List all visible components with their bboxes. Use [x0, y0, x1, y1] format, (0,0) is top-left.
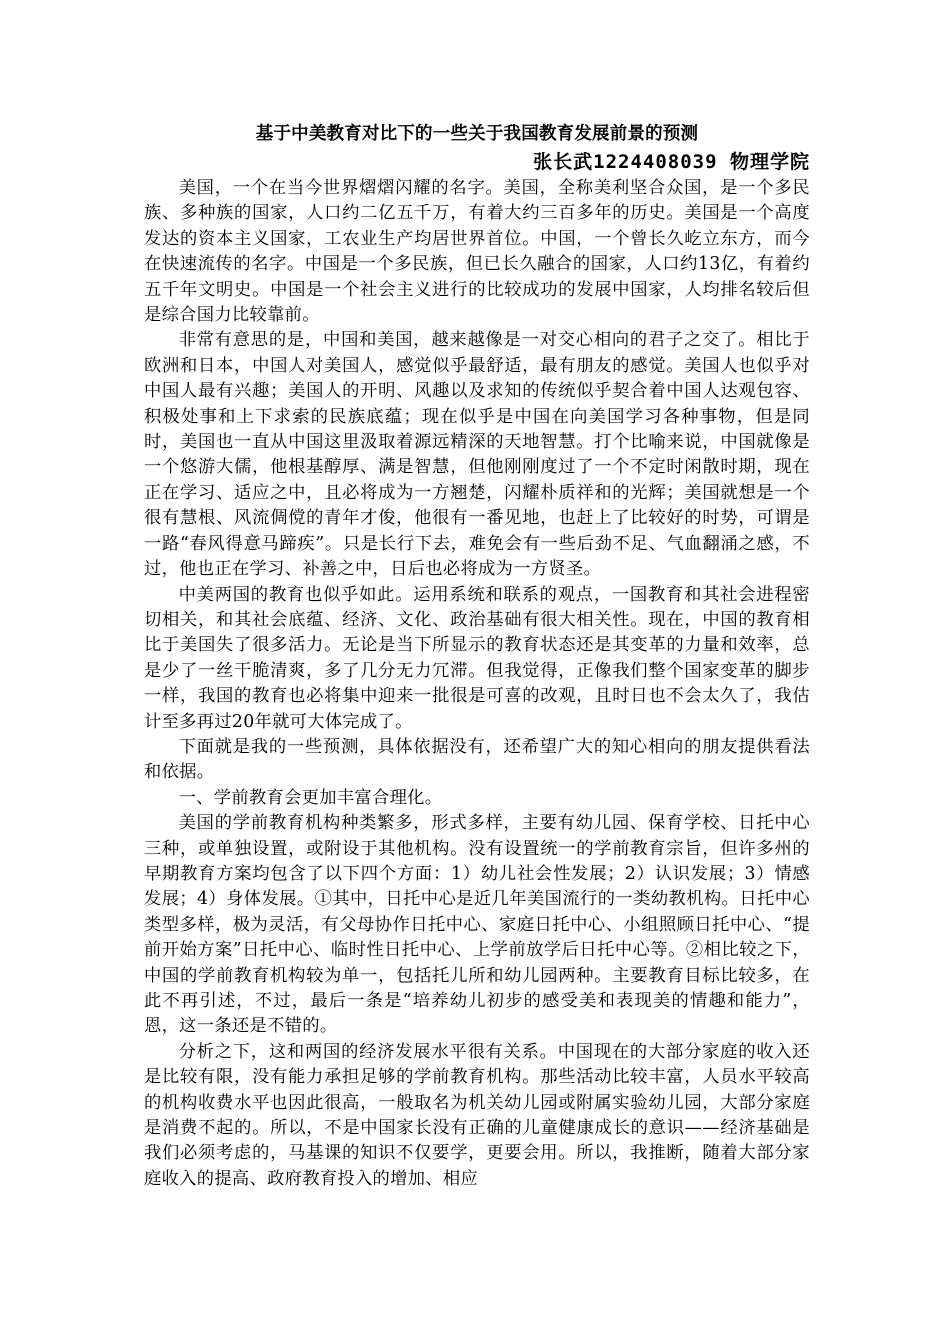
paragraph-preschool-us: 美国的学前教育机构种类繁多，形式多样，主要有幼儿园、保育学校、日托中心三种，或单独设置，或附设于其他机构。没有设置统一的学前教育宗旨，但许多州的早期教育方案均包含了以下四个方面：1）幼儿社会性发展；2）认识发展；3）情感发展；4）身体发展。①其中，日托中心是近几年美国流行的一类幼教机构。日托中心类型多样，极为灵活，有父母协作日托中心、家庭日托中心、小组照顾日托中心、“提前开始方案”日托中心、临时性日托中心、上学前放学后日托中心等。②相比较之下，中国的学前教育机构较为单一，包括托儿所和幼儿园两种。主要教育目标比较多，在此不再引述，不过，最后一条是“培养幼儿初步的感受美和表现美的情趣和能力”，恩，这一条还是不错的。	[144, 813, 810, 1037]
paragraph-intro: 美国，一个在当今世界熠熠闪耀的名字。美国，全称美利坚合众国，是一个多民族、多种族的国家，人口约二亿五千万，有着大约三百多年的历史。美国是一个高度发达的资本主义国家，工农业生产均居世界首位。中国，一个曾长久屹立东方，而今在快速流传的名字。中国是一个多民族，但已长久融合的国家，人口约13亿，有着约五千年文明史。中国是一个社会主义进行的比较成功的发展中国家，人均排名较后但是综合国力比较靠前。	[144, 178, 810, 326]
paragraph-education-comparison: 中美两国的教育也似乎如此。运用系统和联系的观点，一国教育和其社会进程密切相关，和其社会底蕴、经济、文化、政治基础有很大相关性。现在，中国的教育相比于美国失了很多活力。无论是当下所显示的教育状态还是其变革的力量和效率，总是少了一丝干脆清爽，多了几分无力冗滞。但我觉得，正像我们整个国家变革的脚步一样，我国的教育也必将集中迎来一批很是可喜的改观，且时日也不会太久了，我估计至多再过20年就可大体完成了。	[144, 584, 810, 732]
paragraph-analysis: 分析之下，这和两国的经济发展水平很有关系。中国现在的大部分家庭的收入还是比较有限，没有能力承担足够的学前教育机构。那些活动比较丰富，人员水平较高的机构收费水平也因此很高，一般取名为机关幼儿园或附属实验幼儿园，大部分家庭是消费不起的。所以，不是中国家长没有正确的儿童健康成长的意识——经济基础是我们必须考虑的，马基课的知识不仅要学，更要会用。所以，我推断，随着大部分家庭收入的提高、政府教育投入的增加、相应	[144, 1041, 810, 1189]
paragraph-friendship: 非常有意思的是，中国和美国，越来越像是一对交心相向的君子之交了。相比于欧洲和日本，中国人对美国人，感觉似乎最舒适，最有朋友的感觉。美国人也似乎对中国人最有兴趣；美国人的开明、风趣以及求知的传统似乎契合着中国人达观包容、积极处事和上下求索的民族底蕴；现在似乎是中国在向美国学习各种事物，但是同时，美国也一直从中国这里汲取着源远精深的天地智慧。打个比喻来说，中国就像是一个悠游大儒，他根基醇厚、满是智慧，但他刚刚度过了一个不定时闲散时期，现在正在学习、适应之中，且必将成为一方翘楚，闪耀朴质祥和的光辉；美国就想是一个很有慧根、风流倜傥的青年才俊，他很有一番见地，也赶上了比较好的时势，可谓是一路“春风得意马蹄疾”。只是长行下去，难免会有一些后劲不足、气血翻涌之感，不过，他也正在学习、补善之中，日后也必将成为一方贤圣。	[144, 330, 810, 580]
document-title: 基于中美教育对比下的一些关于我国教育发展前景的预测	[255, 124, 699, 144]
document-content	[144, 120, 810, 1192]
author-line: 张长武1224408039 物理学院	[533, 151, 810, 173]
paragraph-predictions-intro: 下面就是我的一些预测，具体依据没有，还希望广大的知心相向的朋友提供看法和依据。	[144, 736, 810, 783]
section-heading-preschool: 一、学前教育会更加丰富合理化。	[178, 787, 443, 808]
document-body	[144, 176, 810, 1192]
